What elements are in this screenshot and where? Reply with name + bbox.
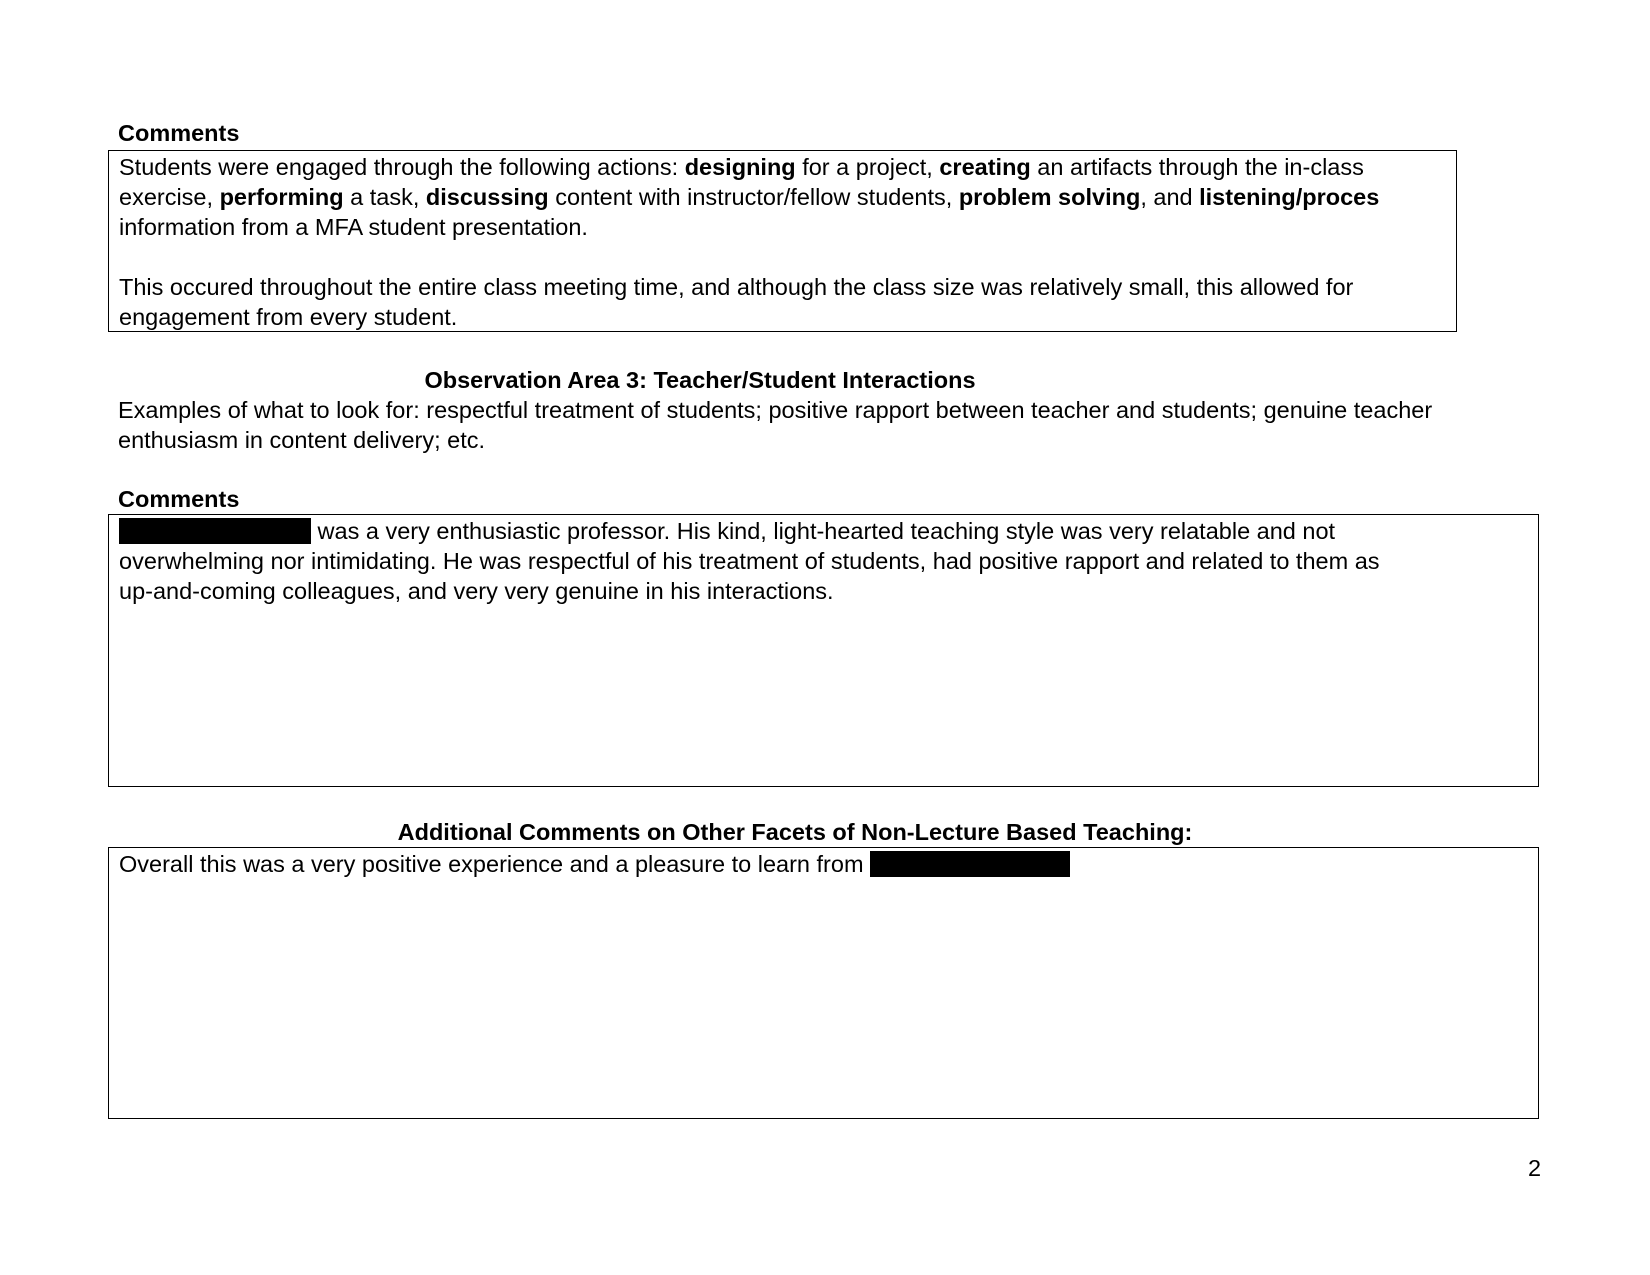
bold-term-creating: creating [939, 154, 1031, 180]
additional-comments-heading: Additional Comments on Other Facets of Non-Lecture Based Teaching: [397, 819, 1193, 845]
additional-line-1 [119, 849, 1528, 879]
bold-term-listening: listening/proces [1199, 184, 1380, 210]
comments-box-additional [108, 847, 1539, 1119]
bold-term-problem-solving: problem solving [958, 184, 1141, 210]
comments-box-interactions [108, 514, 1539, 787]
engagement-line-5 [119, 302, 1446, 332]
page-number: 2 [1528, 1155, 1542, 1181]
area3-examples-line-2: enthusiasm in content delivery; etc. [118, 427, 486, 453]
interactions-line-3: up-and-coming colleagues, and very very genuine in his interactions. [119, 578, 834, 604]
engagement-line-4 [119, 272, 1446, 302]
text-span: exercise, [119, 184, 220, 210]
area3-examples-line-1: Examples of what to look for: respectful treatment of students; positive rapport between teacher and students; genuine teacher [118, 397, 1433, 423]
redaction-bar [119, 518, 311, 544]
text-span: for a project, [795, 154, 940, 180]
paragraph-gap [119, 242, 1446, 272]
bold-term-designing: designing [684, 154, 796, 180]
engagement-line-2 [119, 182, 1446, 212]
text-span: information from a MFA student presentation. [119, 214, 588, 240]
text-span: , and [1140, 184, 1200, 210]
comments-label: Comments [118, 120, 240, 146]
bold-term-discussing: discussing [425, 184, 549, 210]
text-span: Students were engaged through the following actions: [119, 154, 685, 180]
interactions-line-2: overwhelming nor intimidating. He was respectful of his treatment of students, had positive rapport and related to them as [119, 548, 1380, 574]
text-span: content with instructor/fellow students, [548, 184, 959, 210]
interactions-line-1 [119, 516, 1528, 546]
text-span: was a very enthusiastic professor. His kind, light-hearted teaching style was very relatable and not [311, 518, 1336, 544]
comments-box-engagement [108, 150, 1457, 332]
text-span: engagement from every student. [119, 304, 458, 330]
text-span: an artifacts through the in-class [1030, 154, 1364, 180]
engagement-line-1 [119, 152, 1446, 182]
text-span: a task, [343, 184, 426, 210]
engagement-line-3 [119, 212, 1446, 242]
comments-label: Comments [118, 486, 240, 512]
text-span: This occured throughout the entire class meeting time, and although the class size was relatively small, this allowed for [119, 274, 1354, 300]
bold-term-performing: performing [219, 184, 344, 210]
text-span: Overall this was a very positive experience and a pleasure to learn from [119, 851, 871, 877]
redaction-bar [870, 851, 1070, 877]
area3-heading: Observation Area 3: Teacher/Student Interactions [424, 367, 976, 393]
